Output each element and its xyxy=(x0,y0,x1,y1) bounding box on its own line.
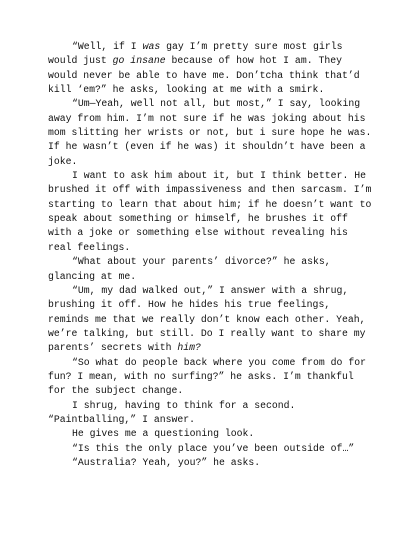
paragraph xyxy=(48,40,372,97)
text-run: “Australia? Yeah, you?” he asks. xyxy=(72,456,261,468)
paragraph xyxy=(48,169,372,255)
text-run-italic: him? xyxy=(177,342,201,354)
text-run: I shrug, having to think for a second. “Paintballing,” I answer. xyxy=(48,399,296,425)
text-run: “Well, if I xyxy=(72,41,143,52)
paragraph xyxy=(48,97,372,169)
text-run: He gives me a questioning look. xyxy=(72,428,255,440)
text-run: “Um, my dad walked out,” I answer with a shrug, brushing it off. How he hides his true feelings, reminds me that we really don’t know each other. Yeah, we’re talking, but still. Do I really want to share my parents’ secrets with xyxy=(48,284,366,354)
text-run: I want to ask him about it, but I think better. He brushed it off with impassiveness and then sarcasm. I’m starting to learn that about him; if he doesn’t want to speak about something or himself, he brushes it off with a joke or something else without revealing his real feelings. xyxy=(48,170,372,253)
paragraph xyxy=(48,356,372,399)
paragraph xyxy=(48,284,372,356)
paragraph xyxy=(48,255,372,284)
paragraph xyxy=(48,442,372,456)
paragraph xyxy=(48,427,372,441)
text-run: “What about your parents’ divorce?” he asks, glancing at me. xyxy=(48,256,331,282)
text-run: gay I’m pretty sure most girls would just xyxy=(48,41,343,67)
text-run: “Um—Yeah, well not all, but most,” I say, looking away from him. I’m not sure if he was joking about his mom slitting her wrists or not, but i sure hope he was. If he wasn’t (even if he was) it shouldn’t have been a joke. xyxy=(48,98,372,167)
text-run: “So what do people back where you come from do for fun? I mean, with no surfing?” he asks. I’m thankful for the subject change. xyxy=(48,356,366,397)
paragraph xyxy=(48,456,372,470)
text-run-italic: go insane xyxy=(112,55,166,67)
paragraph xyxy=(48,399,372,428)
text-run: because of how hot I am. They would never be able to have me. Don’tcha think that’d kill ‘em?” he asks, looking at me with a smirk. xyxy=(48,55,360,96)
text-run: “Is this the only place you’ve been outside of…” xyxy=(72,442,355,454)
text-run-italic: was xyxy=(142,41,161,52)
